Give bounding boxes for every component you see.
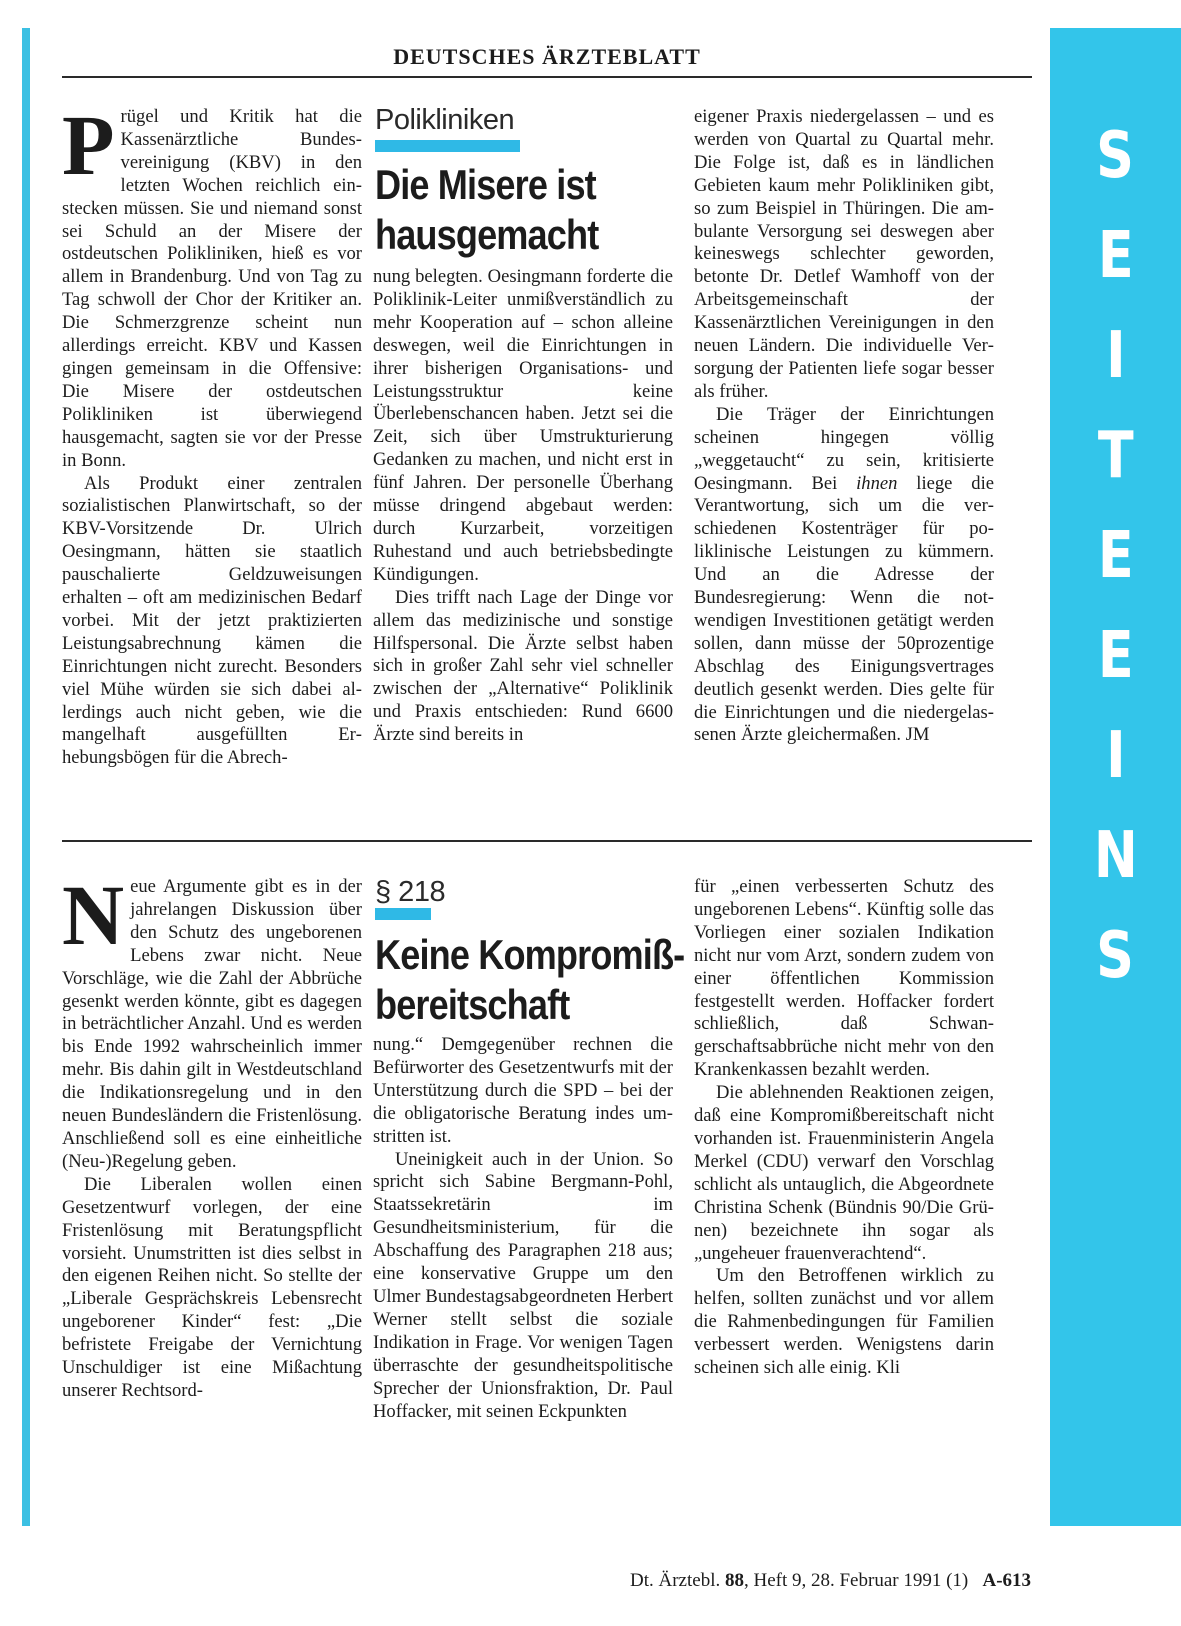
article1-text: rügel und Kritik hat die Kassenärztliche Bundesvereinigung (KBV) in den letzten Wochen reichlich einstecken müssen. Sie und niemand sonst sei Schuld an der Misere der ostdeutschen Polikliniken, hieß es vor allem in Brandenburg. Und von Tag zu Tag schwoll der Chor der Kritiker an. Die Schmerzgrenze scheint nun allerdings erreicht. KBV und Kassen gingen gemeinsam in die Offensive: Die Misere der ostdeutschen Polikliniken ist überwiegend hausgemacht, sagten sie vor der Presse in Bonn. [62,106,362,471]
article1-headline [375,160,685,260]
page-footer [630,1570,1031,1592]
banner-letter: E [1097,219,1134,293]
article2-paragraph: Die ablehnenden Reaktionen zeigen, daß eine Kompromißbereitschaft nicht vorhanden ist. Frauenministerin Angela Merkel (CDU) verwarf den Vorschlag schlicht als untauglich, die Abgeordnete Christina Schenk (Bündnis 90/Die Grünen) bezeichnete ihn sogar als „ungeheuer frauenverachtend“. [694,1082,994,1264]
article1-column-2 [373,266,673,747]
article1-headline-line1: Die Misere ist [375,161,596,208]
article2-column-1 [62,867,362,1403]
footer-issue: , Heft 9, 28. Februar 1991 (1) [743,1570,969,1591]
article1-headline-line2: hausgemacht [375,211,599,258]
article2-paragraph: für „einen verbesserten Schutz des ungeborenen Lebens“. Künftig solle das Vorliegen einer sozialen Indikation nicht nur vom Arzt, sondern zudem von einer öffentlichen Kommission festgestellt werden. Hoffacker fordert schließlich, daß Schwangerschaftsabbrüche nicht mehr von den Krankenkassen bezahlt werden. [694,876,994,1081]
banner-letter: E [1097,519,1134,593]
article2-column-3 [694,876,994,1380]
article2-paragraph: Die Liberalen wollen einen Gesetzentwurf vorlegen, der eine Fristenlösung mit Beratungspflicht vorsieht. Unumstritten ist dies selbst in den eigenen Reihen nicht. So stellte der „Liberale Gesprächskreis Lebensrecht ungeborener Kinder“ fest: „Die befristete Freigabe der Vernichtung Unschuldiger ist eine Mißachtung unserer Rechtsord- [62,1173,362,1401]
article1-dropcap: P [62,97,115,193]
footer-journal: Dt. Ärztebl. [630,1570,725,1591]
article2-paragraph [62,867,362,1174]
article2-headline [375,930,685,1030]
masthead: DEUTSCHES ÄRZTEBLATT [393,44,701,69]
article1-column-1 [62,97,362,770]
article1-paragraph: Als Produkt einer zentralen sozialistischen Planwirtschaft, so der KBV-Vorsitzende Dr. Ulrich Oesingmann, hätten sie staatlich pauschalierte Geldzuweisungen erhalten – oft am medizinischen Bedarf vorbei. Mit der jetzt praktizierten Leistungsabrechnung kämen die Einrichtungen nicht zurecht. Besonders viel Mühe würden sie sich dabei allerdings auch nicht geben, wie die mangelhaft ausgefüllten Erhebungsbögen für die Abrech- [62,472,362,769]
article1-paragraph [694,404,994,748]
banner-letter: N [1093,819,1138,893]
article2-topic-bar [375,908,431,920]
banner-letter: I [1105,719,1126,793]
article2-column-2 [373,1034,673,1423]
article1-paragraph: Dies trifft nach Lage der Dinge vor allem das medizinische und sonstige Hilfspersonal. Die Ärzte selbst haben sich in großer Zahl sehr viel schneller zwischen der „Alternative“ Poliklinik und Praxis entschieden: Rund 6600 Ärzte sind bereits in [373,586,673,746]
article2-topic: § 218 [375,876,446,908]
article1-paragraph [62,97,362,473]
left-accent-rule [22,28,30,1526]
banner-letter: S [1096,919,1135,993]
article2-headline-line2: bereitschaft [375,981,570,1028]
article1-topic-bar [375,140,520,152]
article1-paragraph: nung belegten. Oesingmann forderte die Poliklinik-Leiter unmißverständlich zu mehr Kooperation auf – schon alleine deswegen, weil die Einrichtungen in ihrer bisherigen Organisations- und Leistungsstruktur keine Überlebenschancen haben. Jetzt sei die Zeit, sich über Umstrukturierung Gedanken zu machen, und nicht erst in fünf Jahren. Der personelle Überhang müsse dringend abgebaut werden: durch Kurzarbeit, vorzeitigen Ruhestand und auch betriebsbedingte Kündigungen. [373,266,673,585]
section-banner [1050,28,1181,1526]
article2-dropcap: N [62,867,125,963]
article2-paragraph: Um den Betroffenen wirklich zu helfen, sollten zunächst und vor allem die Rahmenbedingungen für Familien verbessert werden. Wenigstens darin scheinen sich alle einig. Kli [694,1265,994,1379]
banner-letter: S [1096,119,1135,193]
banner-letter: E [1097,619,1134,693]
section-banner-letters [1050,106,1181,1006]
article2-headline-line1: Keine Kompromiß- [375,931,685,978]
article2-text: eue Argumente gibt es in der jahrelangen Diskussion über den Schutz des ungeborenen Lebens zwar nicht. Neue Vorschläge, wie die Zahl der Abbrüche gesenkt werden könnte, gibt es dagegen in beträchtlicher Anzahl. Und es werden bis Ende 1992 wahrscheinlich immer mehr. Bis dahin gilt in Westdeutschland die Indikationsregelung und in den neuen Bundesländern die Fristenlösung. Anschließend soll es eine einheitliche (Neu-)Regelung geben. [62,876,362,1172]
masthead-rule [62,76,1032,78]
article2-paragraph: nung.“ Demgegenüber rechnen die Befürworter des Gesetzentwurfs mit der Unterstützung durch die SPD – bei der die obligatorische Beratung indes umstritten ist. [373,1034,673,1147]
banner-letter: I [1105,319,1126,393]
footer-volume: 88 [724,1570,744,1591]
article1-column-3 [694,106,994,747]
article1-topic: Polikliniken [375,104,515,136]
article1-emphasis: ihnen [856,472,898,494]
footer-page-number: A-613 [982,1570,1032,1591]
article2-paragraph: Uneinigkeit auch in der Union. So spricht sich Sabine Bergmann-Pohl, Staatssekretärin im Gesundheitsministerium, für die Abschaffung des Paragraphen 218 aus; eine konservative Gruppe um den Ulmer Bundestagsabgeordneten Herbert Werner stellt selbst die soziale Indikation in Frage. Vor wenigen Tagen überraschte der gesundheitspolitische Sprecher der Unionsfraktion, Dr. Paul Hoffacker, mit seinen Eckpunkten [373,1148,673,1422]
banner-letter: T [1097,419,1134,493]
article1-text: liege die Verantwortung, sich um die verschiedenen Kostenträger für poliklinische Leistungen zu kümmern. Und an die Adresse der Bundesregierung: Wenn die notwendigen Investitionen getätigt werden sollen, dann müsse der 50prozentige Abschlag des Einigungsvertrages deutlich gesenkt werden. Dies gelte für die Einrichtungen und die niedergelassenen Ärzte gleichermaßen. JM [694,472,994,746]
article1-paragraph: eigener Praxis niedergelassen – und es werden von Quartal zu Quartal mehr. Die Folge ist, daß es in ländlichen Gebieten kaum mehr Polikliniken gibt, so zum Beispiel in Thüringen. Die ambulante Versorgung sei deswegen aber keineswegs schlechter geworden, betonte Dr. Detlef Wamhoff von der Arbeitsgemeinschaft der Kassenärztlichen Vereinigungen in den neuen Ländern. Die individuelle Versorgung der Patienten liefe sogar besser als früher. [694,106,994,402]
article-separator-rule [62,840,1032,842]
article1-text: Die Träger der Einrichtungen scheinen hingegen völlig „weggetaucht“ zu sein, kritisierte Oesingmann. Bei [694,403,994,494]
